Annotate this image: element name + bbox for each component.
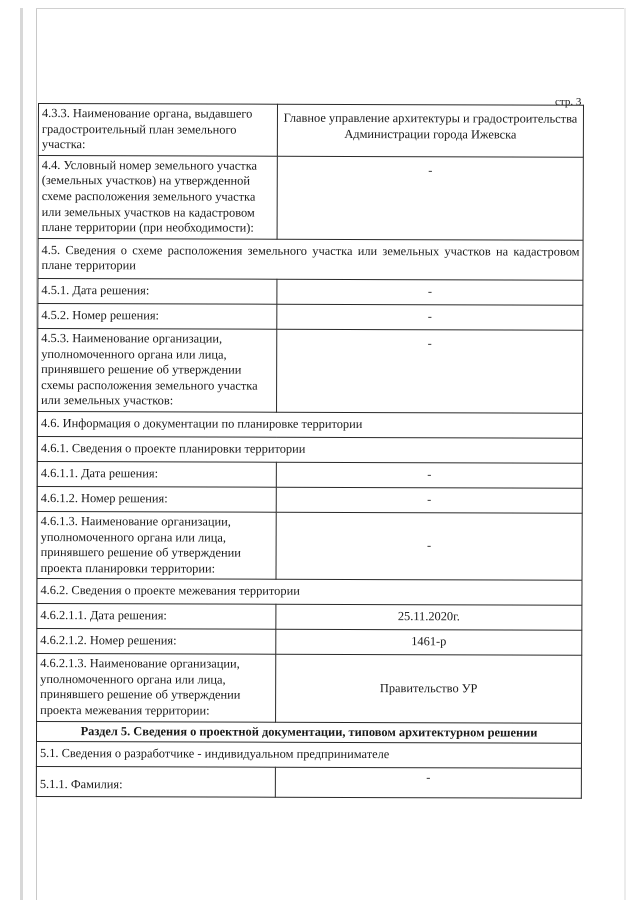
row-label: 4.3.3. Наименование органа, выдавшего градостроительный план земельного участка: bbox=[38, 104, 277, 157]
table-row-4-6-2 bbox=[37, 579, 582, 606]
row-label: 4.6.2. Сведения о проекте межевания территории bbox=[37, 579, 582, 606]
row-value bbox=[276, 655, 582, 723]
row-label: 4.5.2. Номер решения: bbox=[38, 303, 277, 329]
form-table bbox=[36, 103, 584, 799]
row-label: 4.6.1.3. Наименование организации, уполномоченного органа или лица, принявшего решение об утверждении проекта планировки территории: bbox=[37, 511, 276, 579]
row-value bbox=[277, 329, 583, 413]
value-text: - bbox=[426, 770, 431, 785]
table-row-4-3-3 bbox=[38, 104, 583, 157]
table-row-4-6-1-3 bbox=[37, 511, 582, 580]
table-row-5-1-1 bbox=[36, 767, 581, 799]
table-row-4-5-1 bbox=[38, 278, 583, 305]
row-value bbox=[275, 767, 581, 798]
row-label: 5.1. Сведения о разработчике - индивидуальном предпринимателе bbox=[36, 742, 581, 769]
row-value bbox=[276, 462, 582, 488]
row-label: 4.6.2.1.3. Наименование организации, уполномоченного органа или лица, принявшего решение об утверждении проекта межевания территории: bbox=[37, 654, 276, 722]
table-row-4-5-3 bbox=[38, 328, 583, 413]
row-label: 4.4. Условный номер земельного участка (земельных участков) на утвержденной схеме расположения земельного участка или земельных участков на кадастровом плане территории (при необходимости): bbox=[38, 155, 277, 239]
table-row-section-5 bbox=[36, 721, 581, 743]
scan-edge-left bbox=[20, 8, 23, 900]
section-heading: Раздел 5. Сведения о проектной документации, типовом архитектурном решении bbox=[36, 721, 581, 743]
value-text: - bbox=[427, 467, 432, 482]
table-row-4-6-2-1-3 bbox=[37, 654, 582, 723]
scan-edge-right bbox=[624, 8, 626, 900]
value-text: - bbox=[427, 492, 432, 507]
row-value bbox=[277, 279, 583, 305]
row-value bbox=[276, 487, 582, 513]
table-row-4-6-1-2 bbox=[37, 486, 582, 513]
row-value bbox=[276, 605, 582, 631]
row-value bbox=[277, 104, 583, 157]
value-text: - bbox=[427, 309, 432, 324]
table-row-5-1 bbox=[36, 742, 581, 769]
row-value bbox=[277, 156, 583, 240]
table-row-4-6-2-1-1 bbox=[37, 604, 582, 631]
page-number: стр. 3 bbox=[555, 96, 582, 108]
table-row-4-6 bbox=[37, 411, 582, 438]
row-label: 4.6. Информация о документации по планировке территории bbox=[37, 411, 582, 438]
table-row-4-6-1 bbox=[37, 436, 582, 463]
row-label: 4.5. Сведения о схеме расположения земельного участка или земельных участков на кадастровом плане территории bbox=[38, 238, 583, 280]
value-text: - bbox=[427, 336, 432, 351]
table-row-4-6-1-1 bbox=[37, 461, 582, 488]
page-border-top bbox=[36, 8, 626, 9]
table-row-4-5-2 bbox=[38, 303, 583, 330]
row-label: 4.6.1. Сведения о проекте планировки территории bbox=[37, 436, 582, 463]
row-label: 4.6.1.2. Номер решения: bbox=[37, 486, 276, 512]
row-label: 4.6.2.1.2. Номер решения: bbox=[37, 629, 276, 655]
value-text: 25.11.2020г. bbox=[397, 609, 460, 624]
row-label: 4.5.1. Дата решения: bbox=[38, 278, 277, 304]
row-label: 4.6.2.1.1. Дата решения: bbox=[37, 604, 276, 630]
value-text: - bbox=[427, 538, 432, 553]
row-value bbox=[276, 630, 582, 656]
value-text: Правительство УР bbox=[379, 680, 478, 696]
value-text: 1461-р bbox=[411, 634, 447, 649]
value-text: - bbox=[428, 163, 433, 178]
row-label: 4.5.3. Наименование организации, уполномоченного органа или лица, принявшего решение об утверждении схемы расположения земельного участка или земельных участков: bbox=[38, 328, 277, 412]
value-text: Главное управление архитектуры и градостроительства Администрации города Ижевска bbox=[283, 110, 578, 142]
table-row-4-6-2-1-2 bbox=[37, 629, 582, 656]
table-row-4-4 bbox=[38, 155, 583, 240]
value-text: - bbox=[427, 284, 432, 299]
row-value bbox=[276, 512, 582, 580]
table-row-4-5 bbox=[38, 238, 583, 280]
row-label: 5.1.1. Фамилия: bbox=[36, 767, 275, 798]
row-label: 4.6.1.1. Дата решения: bbox=[37, 461, 276, 487]
row-value bbox=[277, 304, 583, 330]
